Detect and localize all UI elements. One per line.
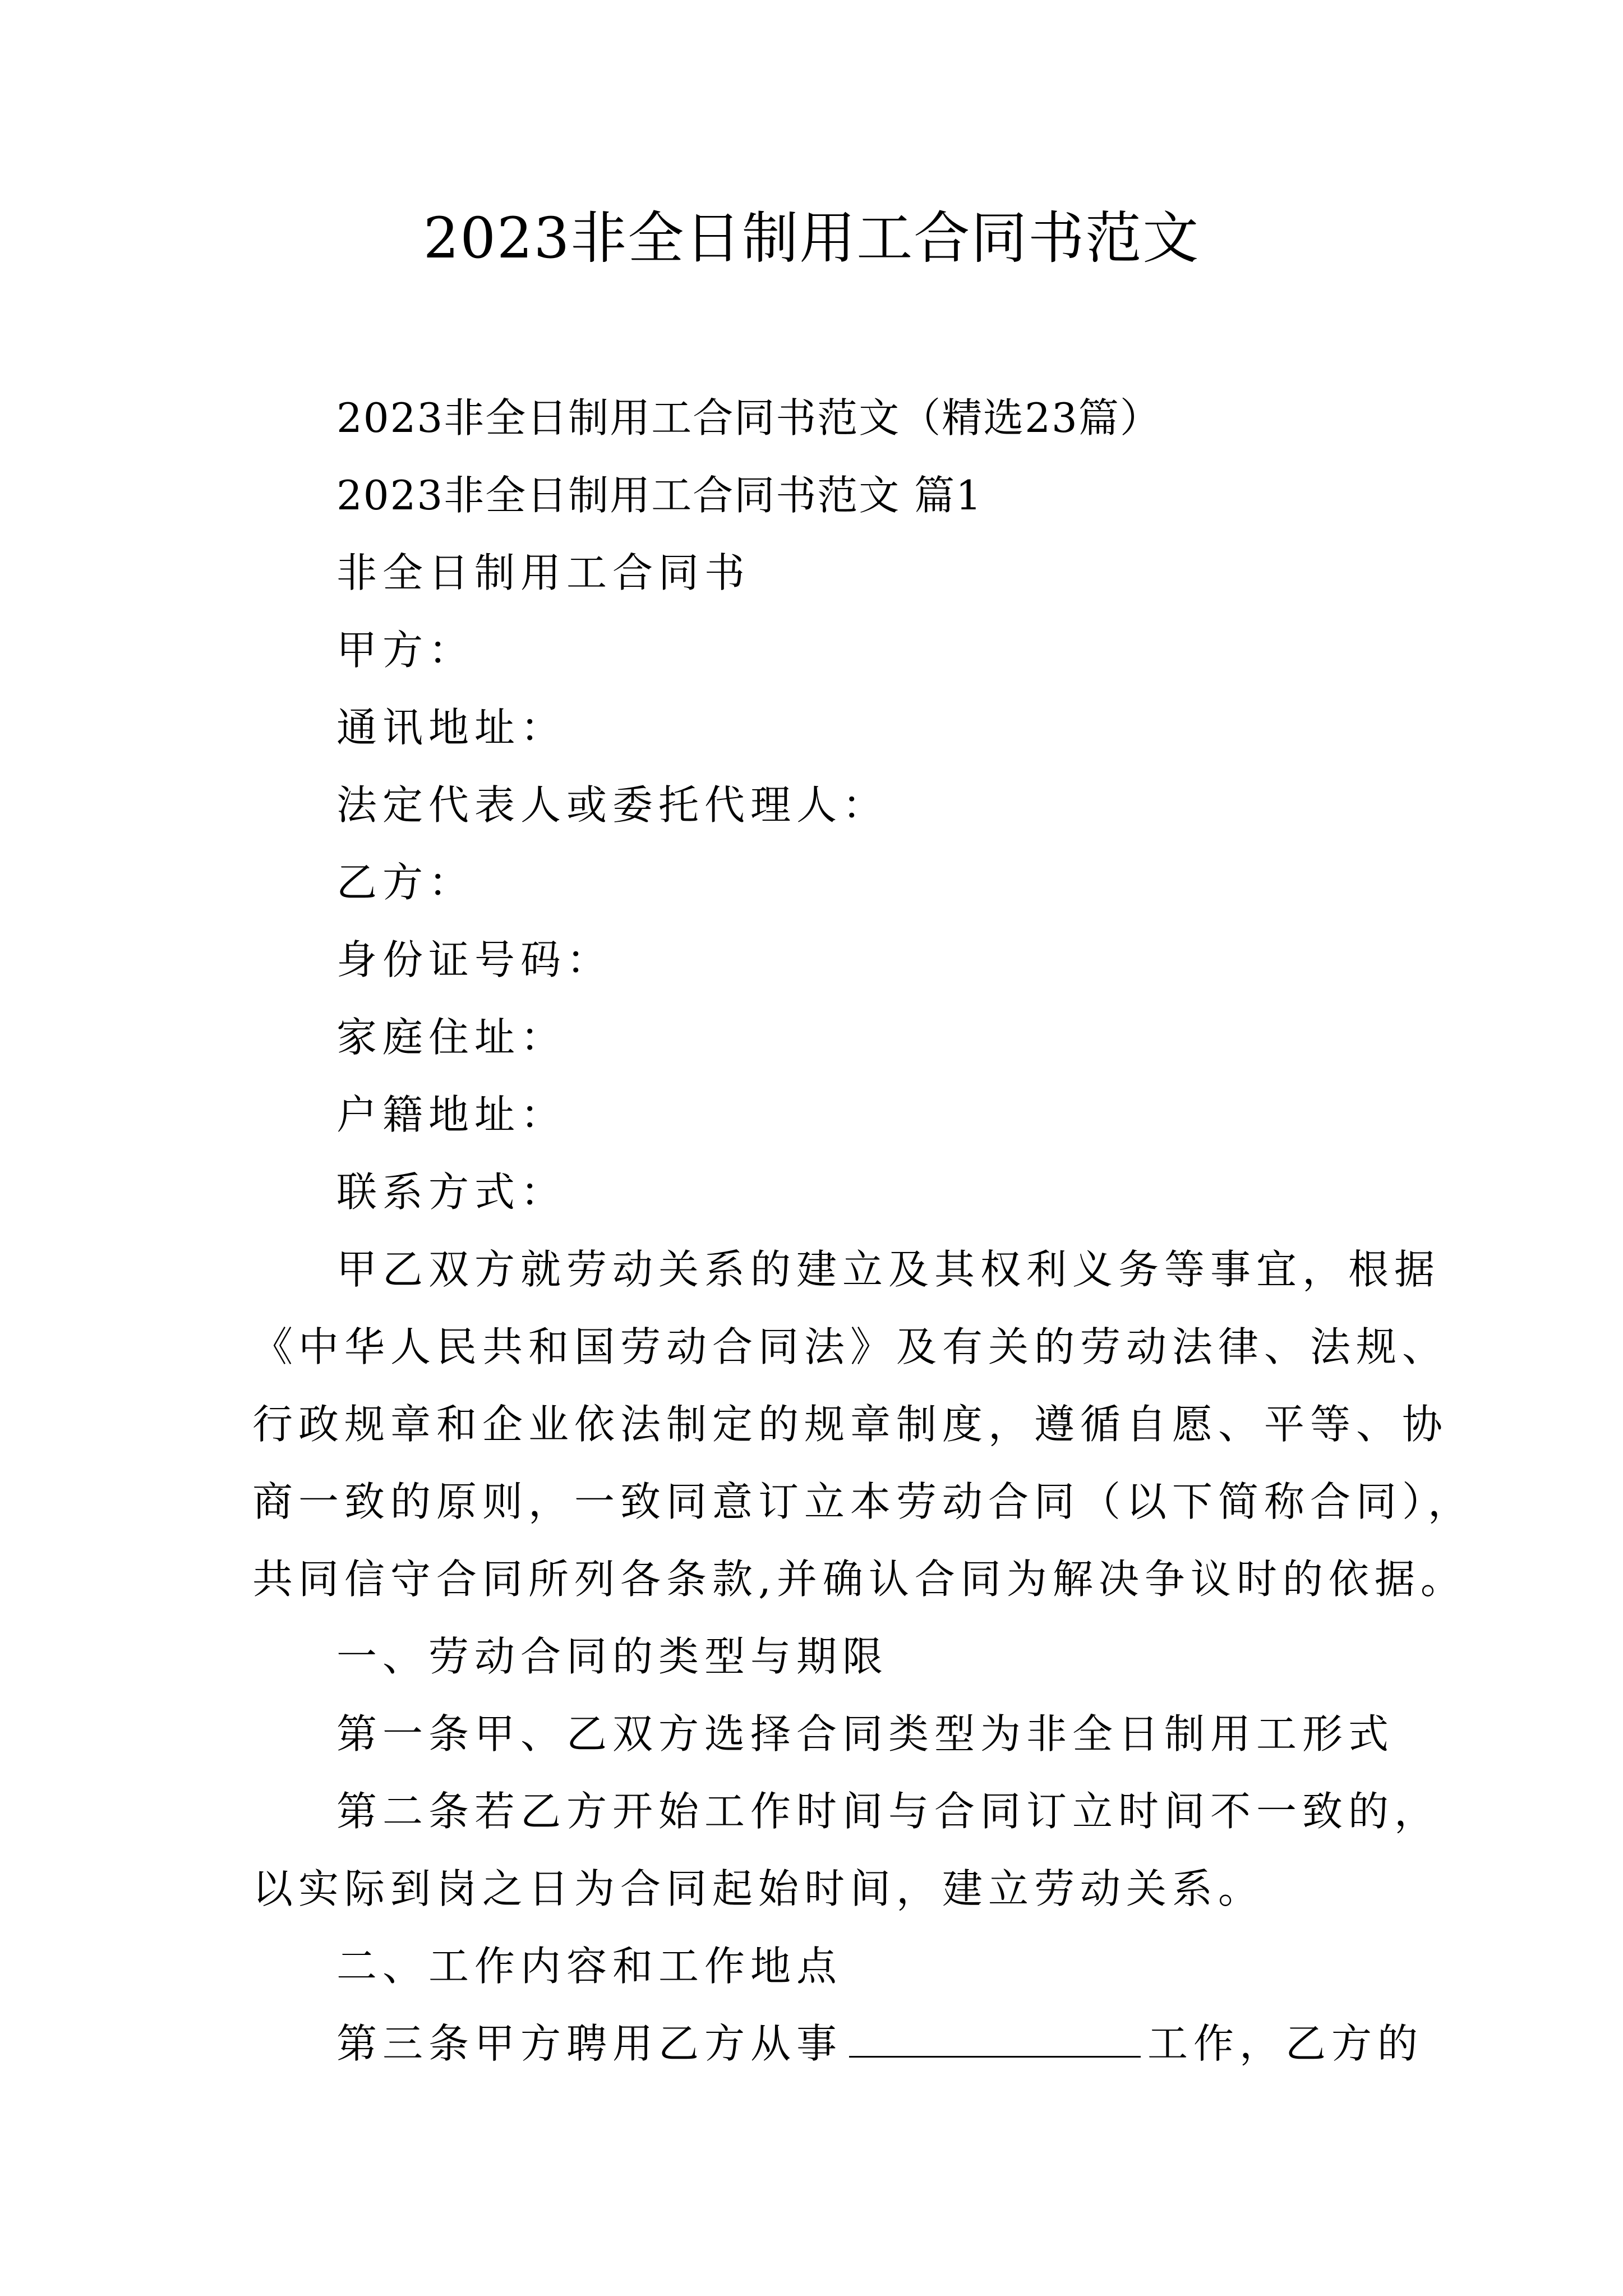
- contact-label: 联系方式：: [336, 1168, 567, 1216]
- paragraph-line: 行政规章和企业依法制定的规章制度，遵循自愿、平等、协: [252, 1401, 1449, 1448]
- clause-line: 第一条甲、乙双方选择合同类型为非全日制用工形式: [336, 1710, 1395, 1757]
- document-body: [252, 379, 1474, 2082]
- paragraph-line: 商一致的原则，一致同意订立本劳动合同（以下简称合同），: [252, 1478, 1474, 1525]
- contract-name: 非全日制用工合同书: [336, 549, 751, 596]
- section-heading: 二、工作内容和工作地点: [336, 1943, 843, 1990]
- paragraph-line: 甲乙双方就劳动关系的建立及其权利义务等事宜，根据: [336, 1246, 1441, 1293]
- home-address-label: 家庭住址：: [336, 1014, 567, 1061]
- fill-in-blank: [849, 2022, 1141, 2058]
- party-b-label: 乙方：: [336, 859, 475, 906]
- clause-line: 以实际到岗之日为合同起始时间，建立劳动关系。: [252, 1865, 1265, 1912]
- clause-line: 第二条若乙方开始工作时间与合同订立时间不一致的，: [336, 1788, 1441, 1835]
- party-a-label: 甲方：: [336, 627, 475, 674]
- clause-line: [252, 2005, 1424, 2082]
- paragraph-line: 《中华人民共和国劳动合同法》及有关的劳动法律、法规、: [252, 1323, 1449, 1370]
- section-heading: 2023非全日制用工合同书范文 篇1: [336, 472, 983, 519]
- clause-text: 工作，乙方的: [1147, 2020, 1424, 2067]
- legal-rep-label: 法定代表人或委托代理人：: [336, 781, 889, 829]
- clause-text: 第三条甲方聘用乙方从事: [336, 2020, 843, 2067]
- section-heading: 一、劳动合同的类型与期限: [336, 1633, 889, 1680]
- document-subtitle: 2023非全日制用工合同书范文（精选23篇）: [336, 394, 1161, 441]
- household-address-label: 户籍地址：: [336, 1091, 567, 1138]
- paragraph-line: 共同信守合同所列各条款,并确认合同为解决争议时的依据。: [252, 1556, 1467, 1603]
- document-title: 2023非全日制用工合同书范文: [423, 205, 1200, 271]
- id-number-label: 身份证号码：: [336, 936, 613, 983]
- address-label: 通讯地址：: [336, 704, 567, 751]
